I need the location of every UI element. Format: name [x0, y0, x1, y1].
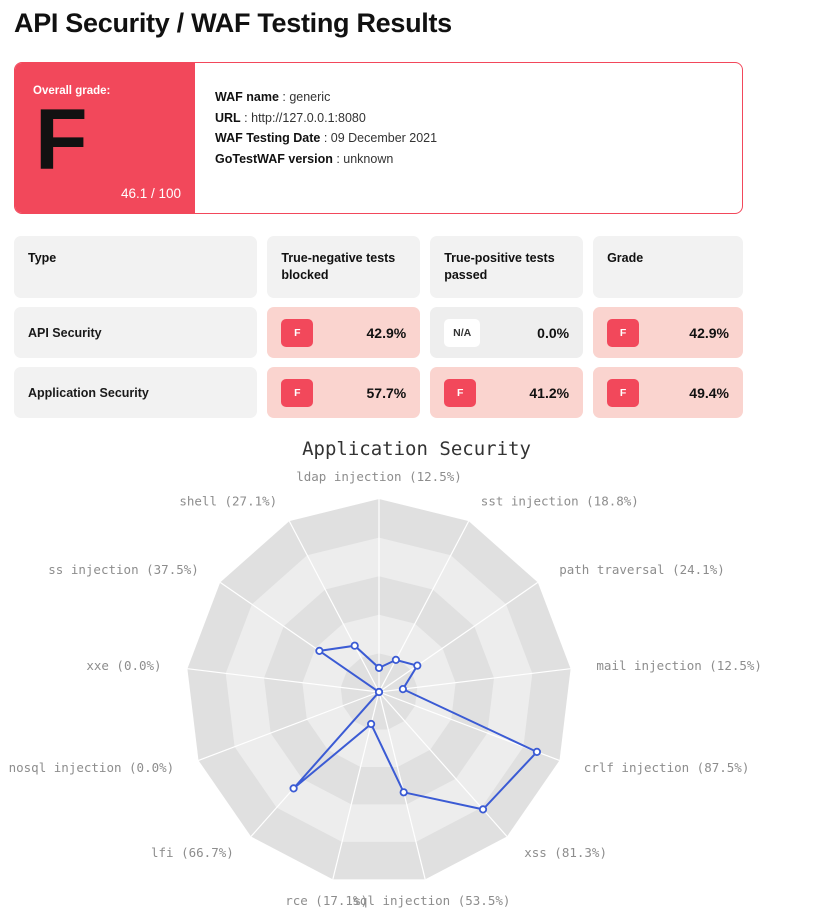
application-security-radar-chart: [0, 460, 813, 920]
radar-axis-label: ldap injection (12.5%): [296, 469, 462, 484]
cell-true-negative: [267, 367, 420, 418]
row-label-api-security: API Security: [14, 307, 257, 358]
radar-chart-section: [0, 430, 813, 921]
grade-badge: F: [607, 319, 639, 347]
radar-axis-label: xxe (0.0%): [86, 658, 162, 674]
cell-true-positive: [430, 367, 583, 418]
info-key: URL: [215, 110, 241, 125]
radar-axis-label: sst injection (18.8%): [480, 493, 639, 509]
percent-value: 57.7%: [366, 384, 407, 401]
waf-info-panel: [195, 63, 742, 213]
info-value: http://127.0.0.1:8080: [251, 110, 366, 125]
radar-axis-label: path traversal (24.1%): [559, 561, 725, 577]
info-sep: :: [332, 151, 344, 166]
info-value: generic: [289, 90, 331, 104]
column-header-type: Type: [14, 236, 257, 298]
info-key: GoTestWAF version: [215, 151, 333, 166]
percent-value: 0.0%: [537, 324, 570, 341]
radar-axis-label: sql injection (53.5%): [352, 892, 511, 908]
radar-axis-label: crlf injection (87.5%): [583, 760, 750, 776]
column-header-true-positive: True-positive tests passed: [430, 236, 583, 298]
overall-grade-score: 46.1 / 100: [120, 186, 181, 201]
grade-badge: F: [281, 319, 313, 347]
page-title: API Security / WAF Testing Results: [14, 8, 452, 38]
info-sep: :: [240, 110, 252, 125]
table-row: [14, 367, 743, 418]
grade-badge: F: [607, 379, 639, 407]
percent-value: 41.2%: [529, 384, 570, 401]
cell-true-negative: [267, 307, 420, 358]
cell-true-positive: [430, 307, 583, 358]
info-sep: :: [278, 90, 290, 104]
row-label-application-security: Application Security: [14, 367, 257, 418]
info-sep: :: [320, 131, 331, 145]
info-row-url: [215, 108, 742, 129]
percent-value: 49.4%: [689, 384, 729, 401]
percent-value: 42.9%: [366, 324, 407, 341]
percent-value: 42.9%: [689, 324, 729, 341]
radar-axis-label: ss injection (37.5%): [48, 561, 199, 577]
radar-axis-label: shell (27.1%): [179, 493, 278, 509]
summary-card: [14, 62, 743, 214]
column-header-grade: Grade: [593, 236, 743, 298]
overall-grade-label: Overall grade:: [33, 85, 111, 97]
info-value: unknown: [343, 151, 394, 166]
column-header-true-negative: True-negative tests blocked: [267, 236, 420, 298]
table-row: [14, 307, 743, 358]
info-key: WAF name: [215, 90, 279, 104]
table-header-row: [14, 236, 743, 298]
cell-grade: [593, 307, 743, 358]
grade-badge: F: [281, 379, 313, 407]
overall-grade-letter: F: [35, 92, 88, 188]
info-row-version: [215, 149, 742, 170]
info-key: WAF Testing Date: [215, 131, 321, 145]
grade-badge: N/A: [444, 319, 480, 347]
cell-grade: [593, 367, 743, 418]
chart-title: Application Security: [302, 438, 531, 460]
radar-axis-label: lfi (66.7%): [151, 844, 234, 860]
overall-grade-panel: [15, 63, 195, 213]
radar-axis-label: nosql injection (0.0%): [8, 760, 175, 776]
radar-axis-label: xss (81.3%): [524, 844, 607, 860]
info-value: 09 December 2021: [330, 131, 438, 145]
radar-axis-label: mail injection (12.5%): [596, 658, 762, 674]
radar-axis-label: rce (17.1%): [285, 892, 368, 908]
info-row-testing-date: [215, 128, 742, 149]
results-table: [14, 236, 743, 427]
info-row-waf-name: [215, 87, 742, 108]
grade-badge: F: [444, 379, 476, 407]
